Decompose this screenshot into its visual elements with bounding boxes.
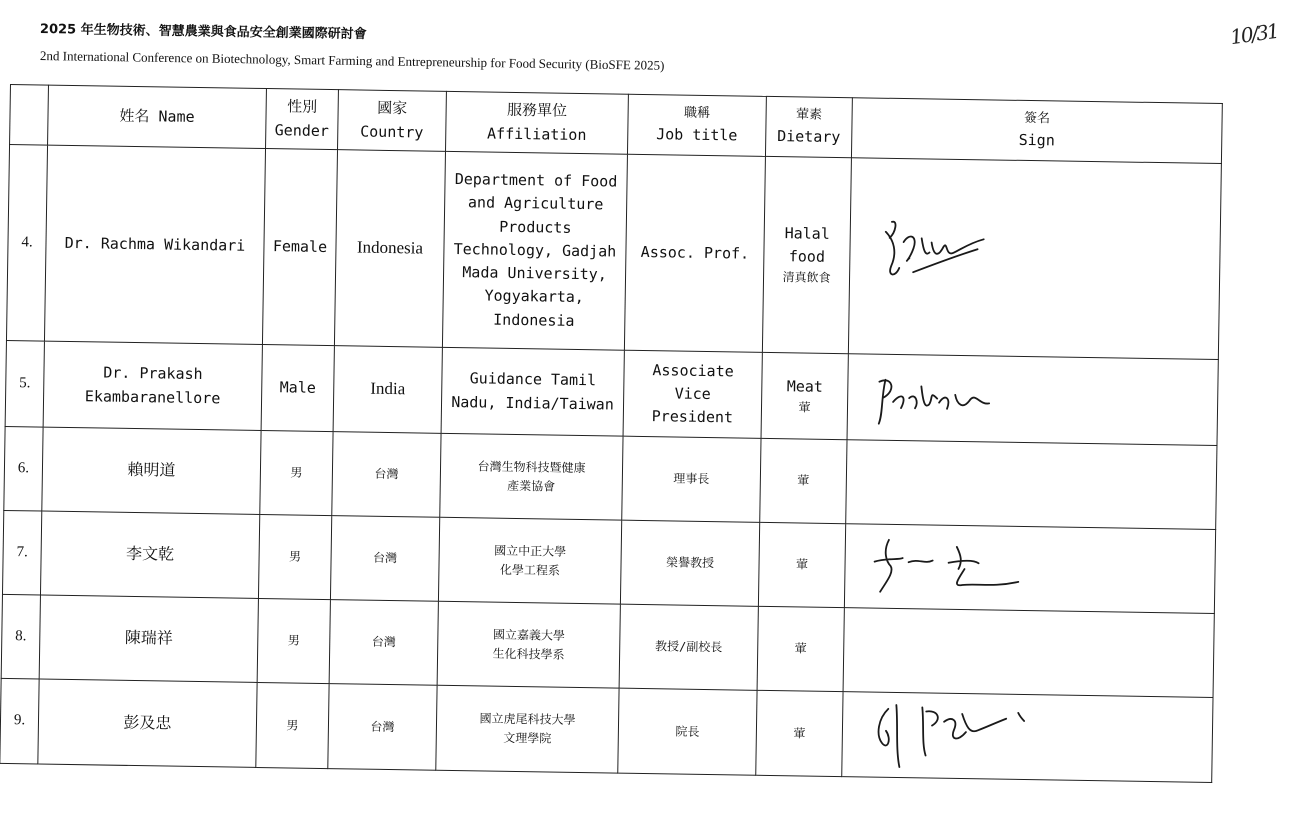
header-name: [48, 85, 267, 148]
header-affiliation-en: Affiliation: [486, 124, 587, 144]
attendee-affiliation: [436, 685, 619, 773]
header-job-cn: 職稱: [683, 105, 711, 121]
dietary-line: 葷: [793, 726, 806, 741]
affiliation-line: Yogyakarta,: [484, 286, 585, 307]
job-line: 榮譽教授: [665, 555, 715, 571]
row-number: 7.: [2, 510, 41, 595]
attendee-dietary: [756, 690, 843, 776]
header-affiliation-cn: 服務單位: [506, 101, 568, 121]
attendee-name: [38, 679, 257, 767]
signature-scribble: [868, 531, 1039, 604]
header-gender-en: Gender: [274, 120, 330, 140]
attendee-dietary: [762, 156, 851, 353]
job-line: Vice: [674, 384, 711, 403]
dietary-line: Meat: [786, 376, 824, 396]
affiliation-line: 產業協會: [507, 478, 556, 494]
attendee-country: 台灣: [332, 432, 441, 518]
attendance-table-wrapper: [0, 84, 1242, 783]
affiliation-line: 國立虎尾科技大學: [479, 711, 576, 728]
dietary-line: 葷: [795, 557, 809, 572]
header-country-cn: 國家: [377, 99, 408, 118]
affiliation-line: and Agriculture: [467, 193, 604, 214]
row-number: 4.: [6, 145, 47, 342]
name-line: Dr. Prakash: [103, 363, 203, 384]
signature-scribble: [865, 695, 1046, 778]
table-row: [6, 145, 1221, 360]
affiliation-line: Technology, Gadjah: [453, 239, 617, 261]
name-line: Dr. Rachma Wikandari: [64, 233, 246, 255]
name-line: 李文乾: [125, 543, 175, 564]
attendee-gender: 男: [257, 598, 330, 683]
attendee-job-title: [618, 688, 757, 775]
job-line: 院長: [675, 724, 700, 739]
attendee-gender: Male: [261, 344, 334, 431]
attendee-country: India: [333, 346, 442, 434]
attendee-country: 台灣: [328, 684, 437, 771]
affiliation-line: Indonesia: [493, 310, 575, 330]
attendee-country: 台灣: [330, 516, 439, 602]
header-dietary-en: Dietary: [777, 126, 841, 146]
signature-cell: [844, 524, 1215, 614]
header-job-title: [627, 94, 766, 156]
row-number: 9.: [0, 678, 39, 764]
row-number: 6.: [4, 426, 43, 511]
affiliation-line: Mada University,: [462, 263, 607, 284]
attendee-name: [42, 427, 261, 514]
name-line: 陳瑞祥: [124, 627, 173, 648]
attendee-dietary: [760, 438, 847, 523]
signature-cell-empty: [846, 440, 1217, 530]
attendee-country: 台灣: [329, 600, 438, 686]
header-name-en: Name: [158, 107, 195, 126]
affiliation-line: 國立中正大學: [494, 543, 567, 559]
attendee-gender: 男: [260, 430, 333, 515]
header-number: [10, 85, 49, 146]
affiliation-line: Guidance Tamil: [469, 369, 597, 390]
attendee-job-title: [619, 604, 758, 690]
dietary-line: 葷: [798, 400, 811, 415]
affiliation-line: 生化科技學系: [492, 646, 565, 662]
dietary-line: 葷: [794, 641, 807, 656]
dietary-line: Halal: [784, 224, 830, 243]
attendee-country: Indonesia: [334, 150, 445, 348]
attendee-name: [44, 145, 265, 344]
signature-cell: [842, 692, 1213, 783]
header-gender: [266, 89, 339, 150]
attendee-name: [43, 341, 262, 430]
job-line: 教授/副校長: [655, 639, 723, 655]
affiliation-line: Nadu, India/Taiwan: [451, 392, 614, 414]
affiliation-line: Department of Food: [454, 170, 618, 191]
attendee-affiliation: [440, 433, 623, 520]
attendee-name: [39, 595, 258, 682]
attendee-gender: 男: [256, 682, 329, 768]
signature-cell: [848, 158, 1221, 360]
attendee-affiliation: [442, 151, 627, 350]
header-country-en: Country: [360, 122, 424, 141]
attendee-affiliation: [437, 601, 620, 688]
attendee-name: [40, 511, 259, 598]
signature-cell: [847, 354, 1218, 446]
attendee-job-title: [623, 350, 762, 438]
attendance-table: [0, 84, 1223, 783]
header-affiliation: [445, 91, 628, 154]
conference-title-english: 2nd International Conference on Biotechnology, Smart Farming and Entrepreneurship for Food Security (BioSFE 2025): [39, 48, 665, 73]
attendee-dietary: [761, 352, 848, 439]
job-line: Associate: [652, 360, 734, 381]
affiliation-line: 國立嘉義大學: [492, 627, 566, 643]
header-sign: [851, 98, 1222, 164]
job-line: Assoc. Prof.: [640, 242, 750, 263]
row-number: 8.: [1, 594, 40, 679]
handwritten-date: 10/31: [1228, 18, 1280, 50]
attendee-affiliation: [441, 347, 624, 436]
attendee-gender: 男: [258, 514, 331, 599]
affiliation-line: 化學工程系: [499, 562, 561, 578]
table-row: [0, 678, 1213, 782]
attendee-gender: Female: [262, 149, 337, 346]
dietary-line: 清真飲食: [782, 270, 831, 286]
header-name-cn: 姓名: [119, 106, 150, 126]
header-dietary-cn: 葷素: [795, 107, 823, 123]
attendee-affiliation: [438, 517, 621, 604]
name-line: 彭及忠: [123, 712, 172, 733]
affiliation-line: Products: [499, 217, 572, 237]
name-line: Ekambaranellore: [84, 386, 221, 407]
attendee-job-title: [620, 520, 759, 606]
header-sign-en: Sign: [1018, 130, 1055, 150]
header-sign-cn: 簽名: [1023, 110, 1051, 127]
affiliation-line: 文理學院: [503, 730, 552, 746]
attendee-job-title: [624, 154, 765, 352]
conference-title-chinese: 2025 年生物技術、智慧農業與食品安全創業國際研討會: [39, 22, 367, 43]
job-line: President: [651, 407, 734, 427]
signature-cell-empty: [843, 608, 1214, 698]
header-job-en: Job title: [656, 125, 738, 145]
dietary-line: food: [788, 247, 826, 267]
signature-scribble: [871, 367, 1012, 429]
attendee-dietary: [757, 606, 844, 691]
dietary-line: 葷: [797, 473, 810, 488]
row-number: 5.: [5, 340, 44, 427]
header-country: [338, 90, 447, 152]
attendee-dietary: [758, 522, 845, 607]
affiliation-line: 台灣生物科技暨健康: [477, 459, 586, 475]
header-dietary: [765, 96, 852, 157]
signature-scribble: [873, 211, 994, 303]
name-line: 賴明道: [127, 459, 176, 480]
attendee-job-title: [622, 436, 761, 522]
header-gender-cn: 性別: [287, 97, 318, 117]
job-line: 理事長: [673, 471, 710, 487]
